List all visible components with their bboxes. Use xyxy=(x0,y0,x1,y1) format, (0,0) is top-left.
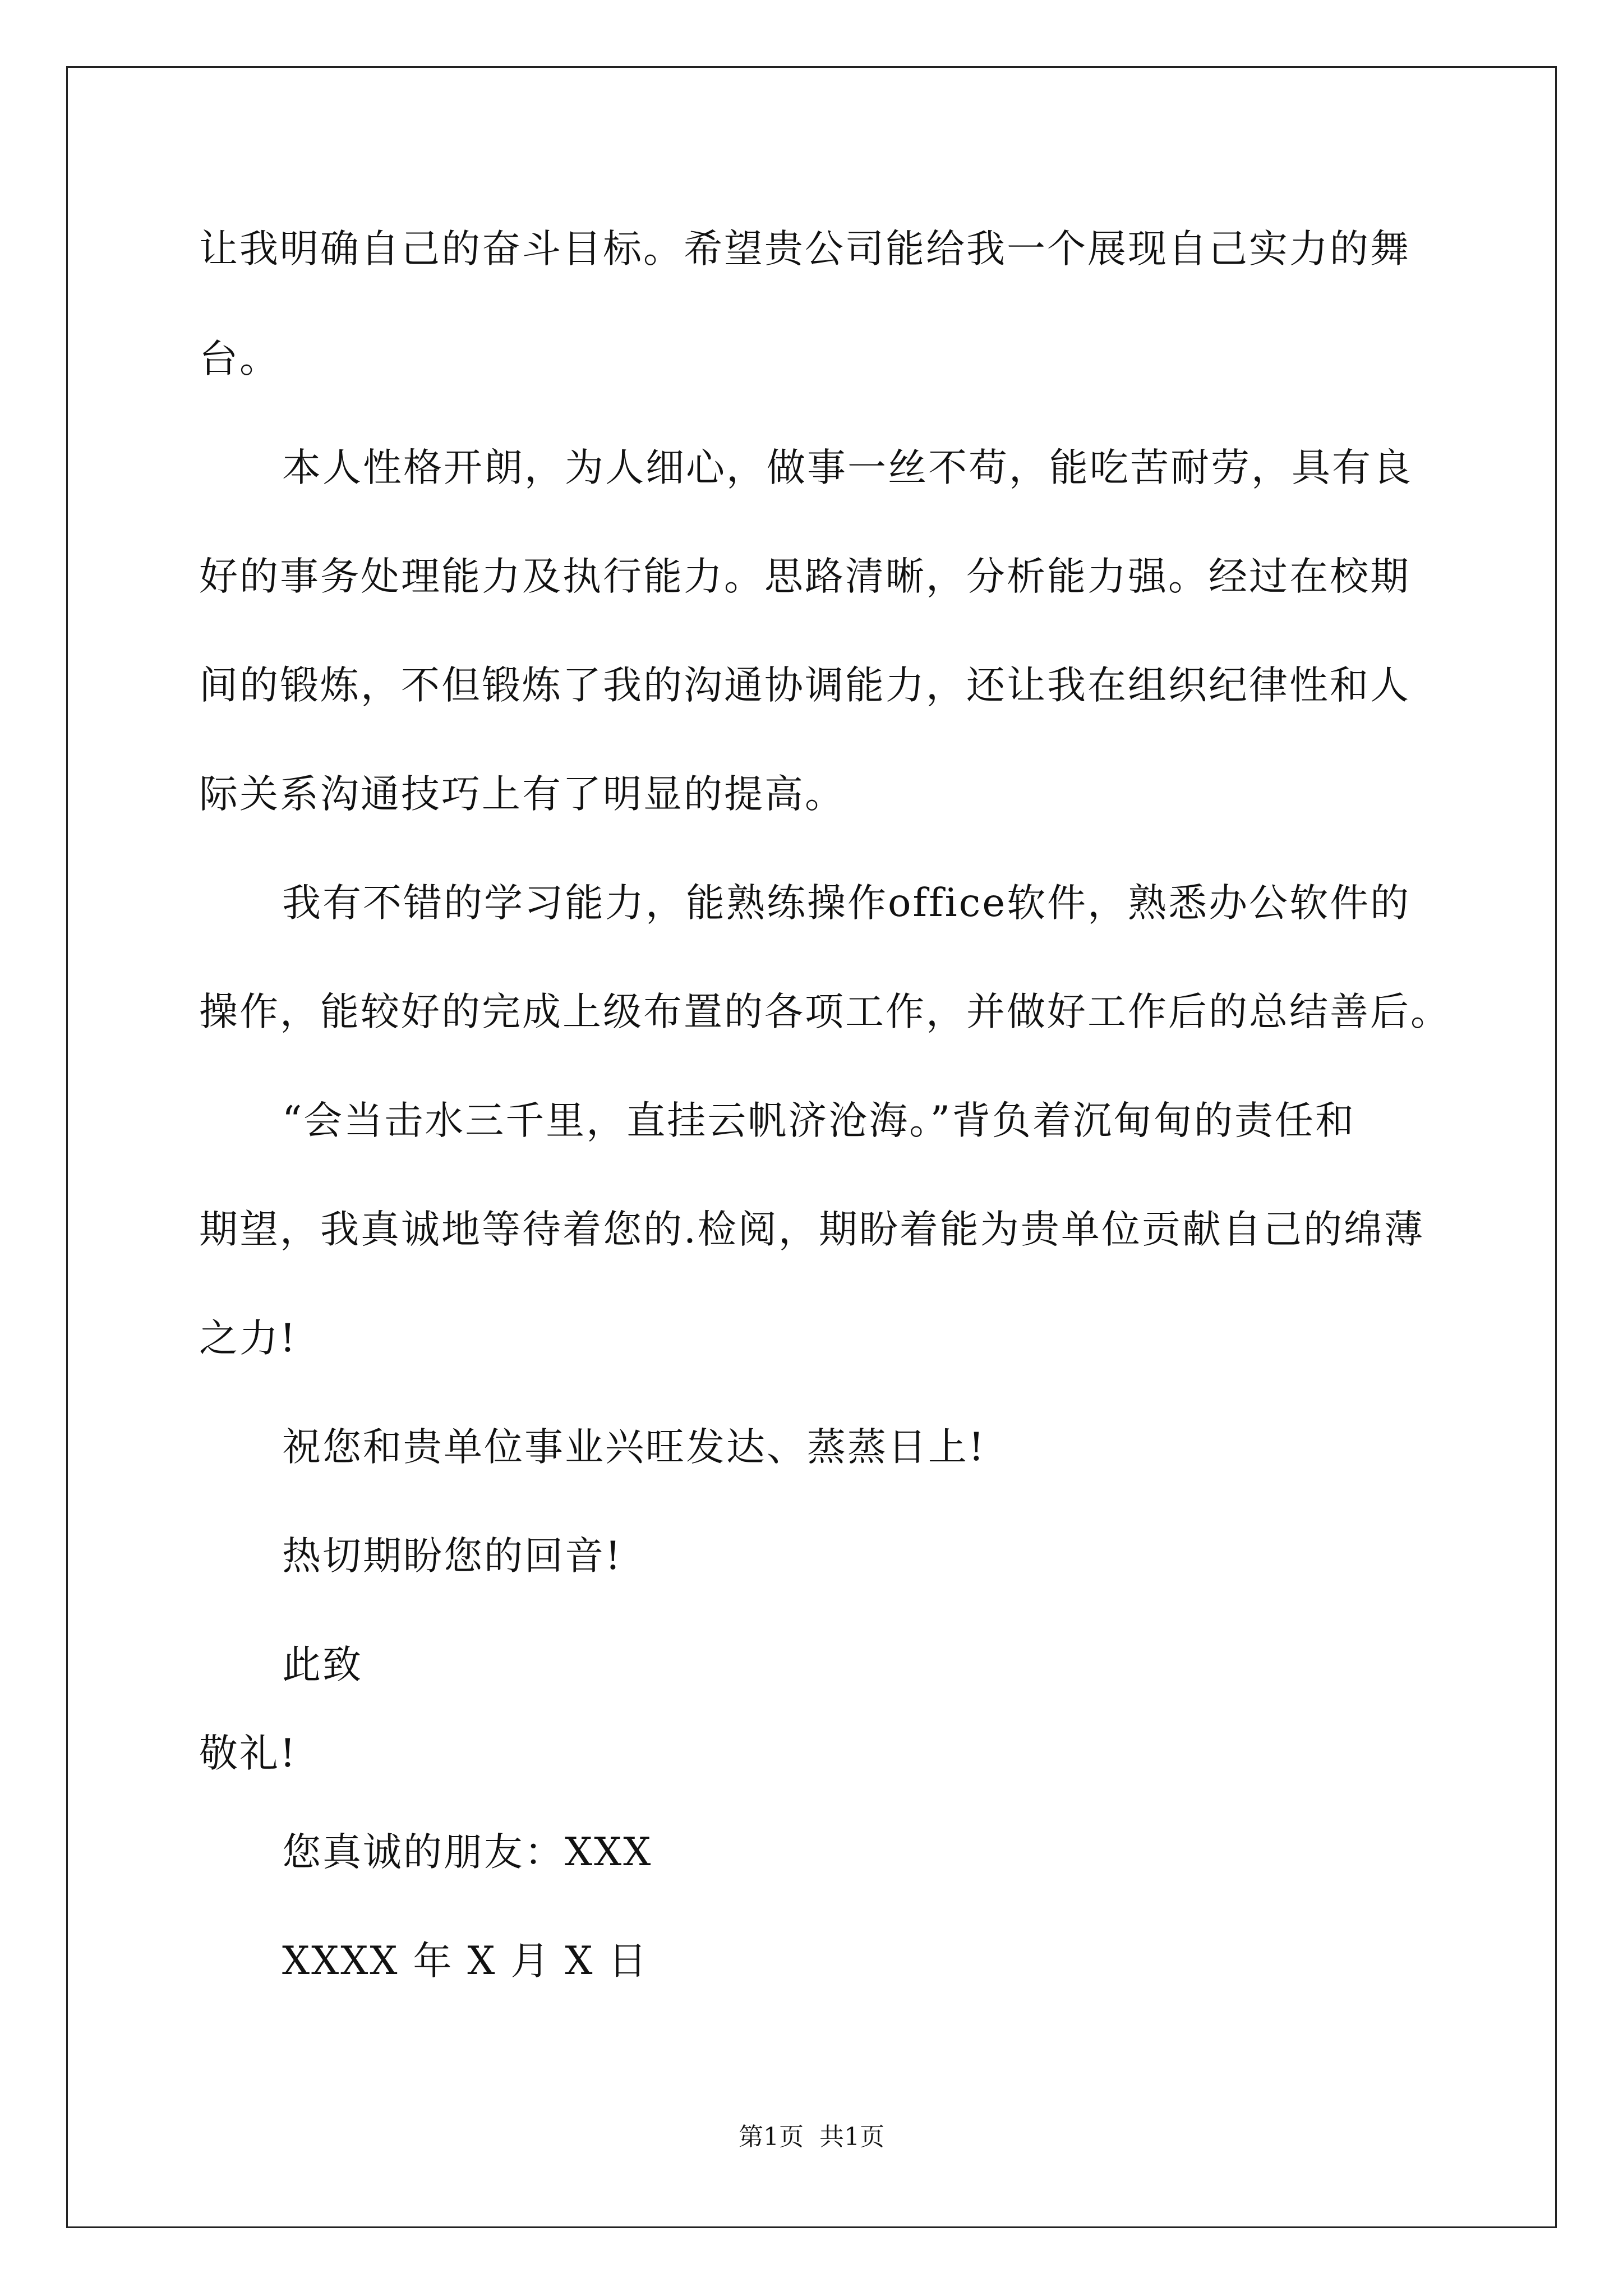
text-line: 台。 xyxy=(199,337,280,381)
signature: 您真诚的朋友：XXX xyxy=(282,1830,653,1875)
date-line: XXXX 年 X 月 X 日 xyxy=(282,1939,649,1984)
paragraph-line: 本人性格开朗，为人细心，做事一丝不苟，能吃苦耐劳，具有良 xyxy=(282,445,1413,490)
paragraph-line: “会当击水三千里，直挂云帆济沧海。”背负着沉甸甸的责任和 xyxy=(282,1098,1356,1143)
text-line: 之力! xyxy=(199,1316,297,1361)
text-line: 让我明确自己的奋斗目标。希望贵公司能给我一个展现自己实力的舞 xyxy=(199,227,1410,272)
salutation-respect: 敬礼! xyxy=(199,1731,297,1776)
page-total: 共1页 xyxy=(819,2123,884,2151)
text-line: 操作，能较好的完成上级布置的各项工作，并做好工作后的总结善后。 xyxy=(199,990,1451,1034)
page-border xyxy=(66,66,1557,2228)
salutation-close: 此致 xyxy=(282,1642,363,1687)
closing-request: 热切期盼您的回音! xyxy=(282,1534,623,1579)
text-line: 间的锻炼，不但锻炼了我的沟通协调能力，还让我在组织纪律性和人 xyxy=(199,663,1410,708)
page-footer xyxy=(0,2120,1623,2154)
closing-wish: 祝您和贵单位事业兴旺发达、蒸蒸日上! xyxy=(282,1425,986,1470)
text-line: 好的事务处理能力及执行能力。思路清晰，分析能力强。经过在校期 xyxy=(199,554,1410,599)
text-line: 际关系沟通技巧上有了明显的提高。 xyxy=(199,772,845,817)
paragraph-line: 我有不错的学习能力，能熟练操作office软件，熟悉办公软件的 xyxy=(282,881,1411,926)
page-number: 第1页 xyxy=(739,2123,804,2151)
text-line: 期望，我真诚地等待着您的.检阅，期盼着能为贵单位贡献自己的绵薄 xyxy=(199,1207,1424,1252)
